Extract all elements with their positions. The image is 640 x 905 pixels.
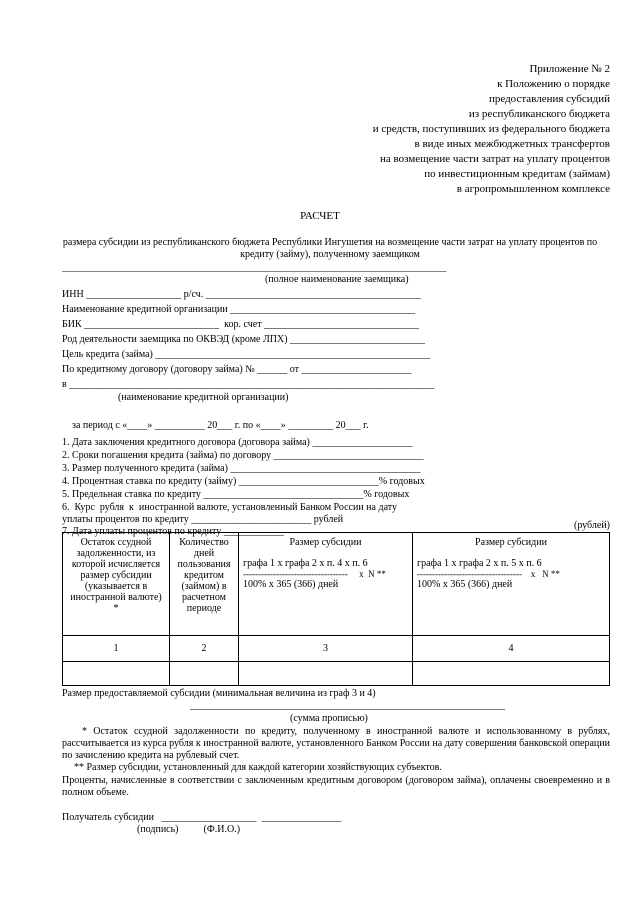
field-contract: По кредитному договору (договору займа) № ______ от ______________________	[62, 364, 412, 375]
field-inn: ИНН ___________________ р/сч. ___________________________________________	[62, 289, 421, 300]
header-col-4-denom: 100% x 365 (366) дней	[417, 579, 513, 590]
header-col-3-denom: 100% x 365 (366) дней	[243, 579, 339, 590]
currency-label: (рублей)	[573, 520, 610, 531]
header-col-2: Количество дней пользования кредитом (займом) в расчетном периоде	[170, 533, 239, 636]
period-line: за период с «____» __________ 20___ г. по «____» _________ 20___ г.	[72, 420, 369, 431]
item-4: 4. Процентная ставка по кредиту (займу) ____________________________% годовых	[62, 476, 425, 487]
footnote-2: ** Размер субсидии, установленный для каждой категории хозяйствующих субъектов.	[74, 762, 442, 773]
header-col-3	[239, 533, 413, 636]
result-line: Размер предоставляемой субсидии (минимальная величина из граф 3 и 4)	[62, 688, 376, 699]
document-subtitle: размера субсидии из республиканского бюджета Республики Ингушетия на возмещение части затрат на уплату процентов по кредиту (займу), полученному заемщиком	[62, 237, 598, 260]
header-col-4-title: Размер субсидии	[475, 537, 547, 548]
empty-cell[interactable]	[239, 662, 413, 686]
header-col-1: Остаток ссудной задолженности, из которой исчисляется размер субсидии (указывается в иностранной валюте) *	[63, 533, 170, 636]
recipient-hint: (подпись) (Ф.И.О.)	[137, 824, 241, 835]
empty-cell[interactable]	[170, 662, 239, 686]
appendix-line: по инвестиционным кредитам (займам)	[424, 168, 610, 180]
sum-line: _______________________________________________________________	[190, 700, 505, 711]
field-bank-name: Наименование кредитной организации _____________________________________	[62, 304, 416, 315]
header-col-3-dash: ----------------------------------- x N **	[243, 569, 386, 579]
bank-hint: (наименование кредитной организации)	[118, 392, 289, 403]
appendix-line: и средств, поступивших из федерального бюджета	[372, 123, 610, 135]
subsidy-table	[62, 532, 610, 686]
item-7: 7. Дата уплаты процентов по кредиту ____________	[62, 526, 284, 537]
item-1: 1. Дата заключения кредитного договора (договора займа) ____________________	[62, 437, 413, 448]
table-empty-row	[63, 662, 610, 686]
borrower-hint: (полное наименование заемщика)	[265, 274, 409, 285]
field-okved: Род деятельности заемщика по ОКВЭД (кроме ЛПХ) ___________________________	[62, 334, 426, 345]
appendix-line: Приложение № 2	[529, 63, 610, 75]
field-purpose: Цель кредита (займа) _______________________________________________________	[62, 349, 431, 360]
col-number-1: 1	[63, 636, 170, 662]
col-number-4: 4	[413, 636, 610, 662]
item-6-cont: уплаты процентов по кредиту ________________________ рублей	[62, 514, 344, 525]
table-number-row	[63, 636, 610, 662]
field-bik: БИК ___________________________ кор. счет _______________________________	[62, 319, 420, 330]
item-6: 6. Курс рубля к иностранной валюте, установленный Банком России на дату	[62, 502, 397, 513]
empty-cell[interactable]	[63, 662, 170, 686]
appendix-header	[373, 62, 610, 197]
item-2: 2. Сроки погашения кредита (займа) по договору ______________________________	[62, 450, 424, 461]
header-col-4-formula: графа 1 x графа 2 x п. 5 x п. 6	[417, 558, 542, 569]
recipient-line: Получатель субсидии ___________________ ________________	[62, 812, 342, 823]
document-title: РАСЧЕТ	[300, 210, 340, 222]
empty-cell[interactable]	[413, 662, 610, 686]
appendix-line: в виде иных межбюджетных трансфертов	[414, 138, 610, 150]
appendix-line: на возмещение части затрат на уплату процентов	[379, 153, 610, 165]
sum-hint: (сумма прописью)	[290, 713, 368, 724]
item-3: 3. Размер полученного кредита (займа) ______________________________________	[62, 463, 421, 474]
header-col-4-dash: ----------------------------------- x N **	[417, 569, 560, 579]
appendix-line: из республиканского бюджета	[468, 108, 610, 120]
header-col-4	[413, 533, 610, 636]
borrower-line: ________________________________________________________________________________________________	[62, 263, 446, 273]
footnote-1: * Остаток ссудной задолженности по кредиту, полученному в иностранной валюте и использованному в рублях, рассчитывается из курса рубля к иностранной валюте, установленного Банком России на дату совершения банковской операции по зачислению кредита на рублевый счет.	[62, 726, 610, 761]
header-col-3-formula: графа 1 x графа 2 x п. 4 x п. 6	[243, 558, 368, 569]
header-col-3-title: Размер субсидии	[289, 537, 362, 548]
appendix-line: к Положению о порядке	[497, 78, 610, 90]
appendix-line: в агропромышленном комплексе	[456, 183, 610, 195]
footnote-3: Проценты, начисленные в соответствии с заключенным кредитным договором (договором займа), оплачены своевременно и в полном объеме.	[62, 775, 610, 798]
item-5: 5. Предельная ставка по кредиту ________________________________% годовых	[62, 489, 410, 500]
table-header-row	[63, 533, 610, 636]
col-number-3: 3	[239, 636, 413, 662]
col-number-2: 2	[170, 636, 239, 662]
field-bank: в _________________________________________________________________________	[62, 379, 435, 390]
appendix-line: предоставления субсидий	[488, 93, 610, 105]
